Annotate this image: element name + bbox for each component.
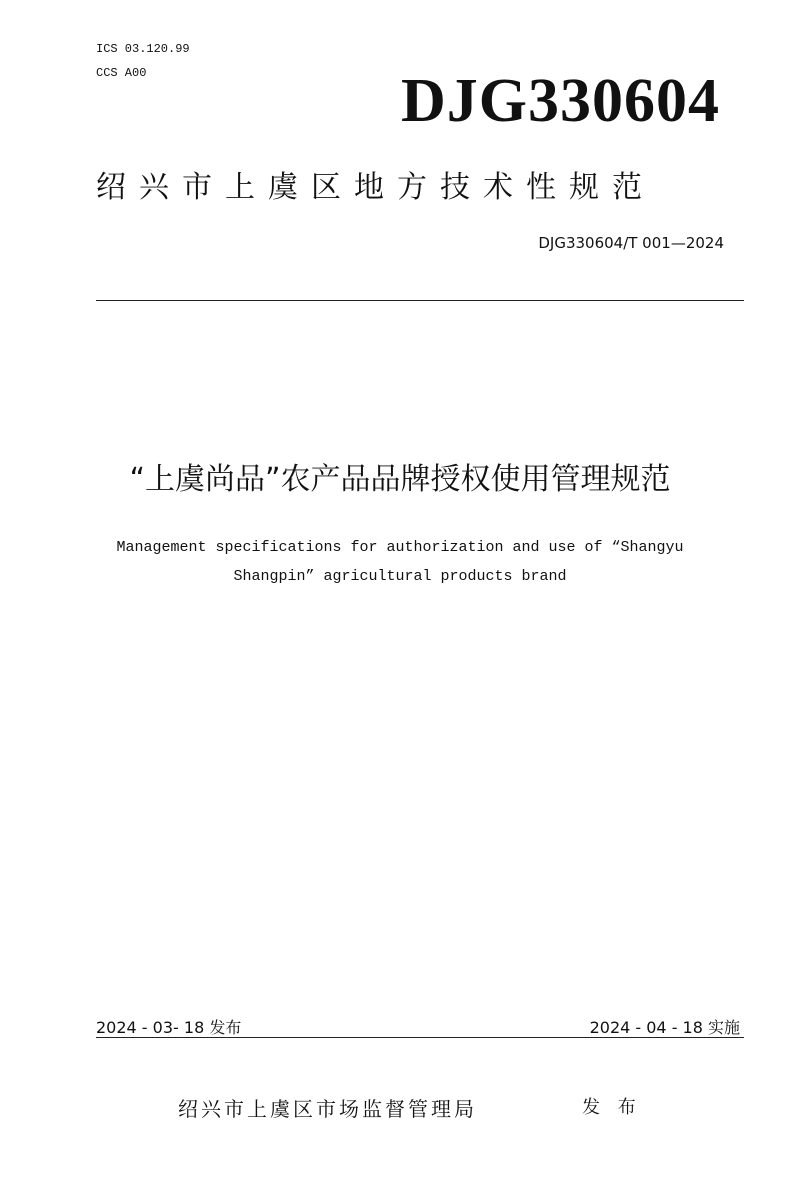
standard-number: DJG330604/T 001—2024	[538, 234, 724, 252]
document-title-chinese: “上虞尚品”农产品品牌授权使用管理规范	[129, 462, 671, 497]
implementation-date: 2024 - 04 - 18 实施	[589, 1018, 740, 1037]
bottom-divider	[96, 1037, 744, 1038]
specification-type: 绍兴市上虞区地方技术性规范	[96, 170, 655, 205]
ics-code: ICS 03.120.99	[96, 42, 190, 56]
top-divider	[96, 300, 744, 301]
ccs-code: CCS A00	[96, 66, 147, 80]
document-title-english: Management specifications for authorization and use of “Shangyu Shangpin” agricultural products brand	[116, 539, 684, 585]
issue-date: 2024 - 03- 18 发布	[96, 1018, 242, 1037]
standard-code-heading: DJG330604	[401, 67, 720, 135]
issuing-authority: 绍兴市上虞区市场监督管理局	[178, 1097, 477, 1121]
issue-action: 发 布	[582, 1097, 642, 1118]
